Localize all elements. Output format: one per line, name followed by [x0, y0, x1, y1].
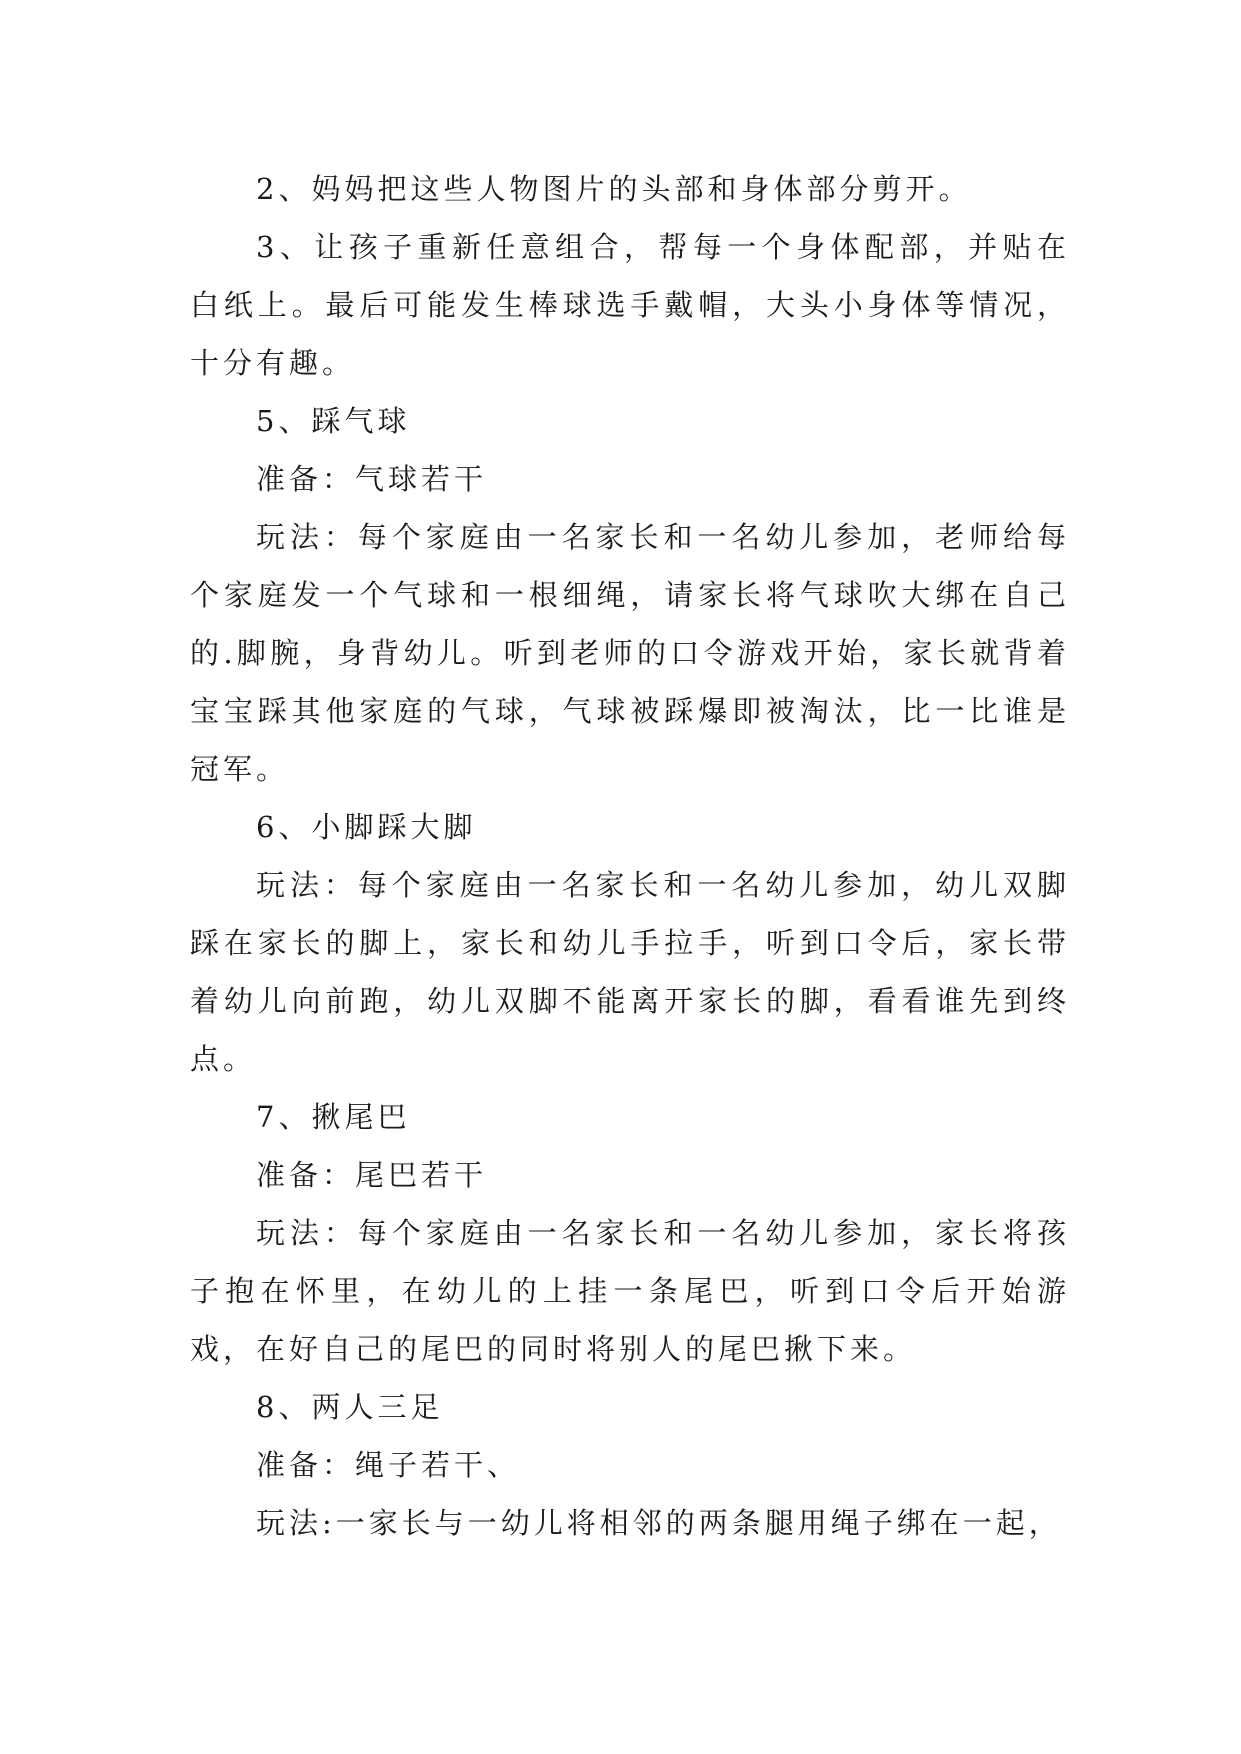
- heading-game-7: 7、揪尾巴: [256, 1100, 411, 1134]
- game-7-rules: 玩法：每个家庭由一名家长和一名幼儿参加，家长将孩子抱在怀里，在幼儿的上挂一条尾巴，听到口令后开始游戏，在好自己的尾巴的同时将别人的尾巴揪下来。: [190, 1216, 1070, 1366]
- heading-game-6: 6、小脚踩大脚: [256, 810, 477, 844]
- game-5-rules: 玩法：每个家庭由一名家长和一名幼儿参加，老师给每个家庭发一个气球和一根细绳，请家长将气球吹大绑在自己的.脚腕，身背幼儿。听到老师的口令游戏开始，家长就背着宝宝踩其他家庭的气球，气球被踩爆即被淘汰，比一比谁是冠军。: [190, 520, 1070, 786]
- paragraph-step-2: 2、妈妈把这些人物图片的头部和身体部分剪开。: [256, 172, 972, 206]
- game-8-rules: 玩法:一家长与一幼儿将相邻的两条腿用绳子绑在一起，: [256, 1506, 1062, 1540]
- heading-game-5: 5、踩气球: [256, 404, 411, 438]
- document-body: [190, 160, 1070, 1552]
- heading-game-8: 8、两人三足: [256, 1390, 444, 1424]
- game-5-preparation: 准备：气球若干: [256, 462, 488, 496]
- game-6-rules: 玩法：每个家庭由一名家长和一名幼儿参加，幼儿双脚踩在家长的脚上，家长和幼儿手拉手，听到口令后，家长带着幼儿向前跑，幼儿双脚不能离开家长的脚，看看谁先到终点。: [190, 868, 1070, 1076]
- paragraph-step-3: 3、让孩子重新任意组合，帮每一个身体配部，并贴在白纸上。最后可能发生棒球选手戴帽，大头小身体等情况，十分有趣。: [190, 230, 1070, 380]
- game-8-preparation: 准备：绳子若干、: [256, 1448, 521, 1482]
- game-7-preparation: 准备：尾巴若干: [256, 1158, 488, 1192]
